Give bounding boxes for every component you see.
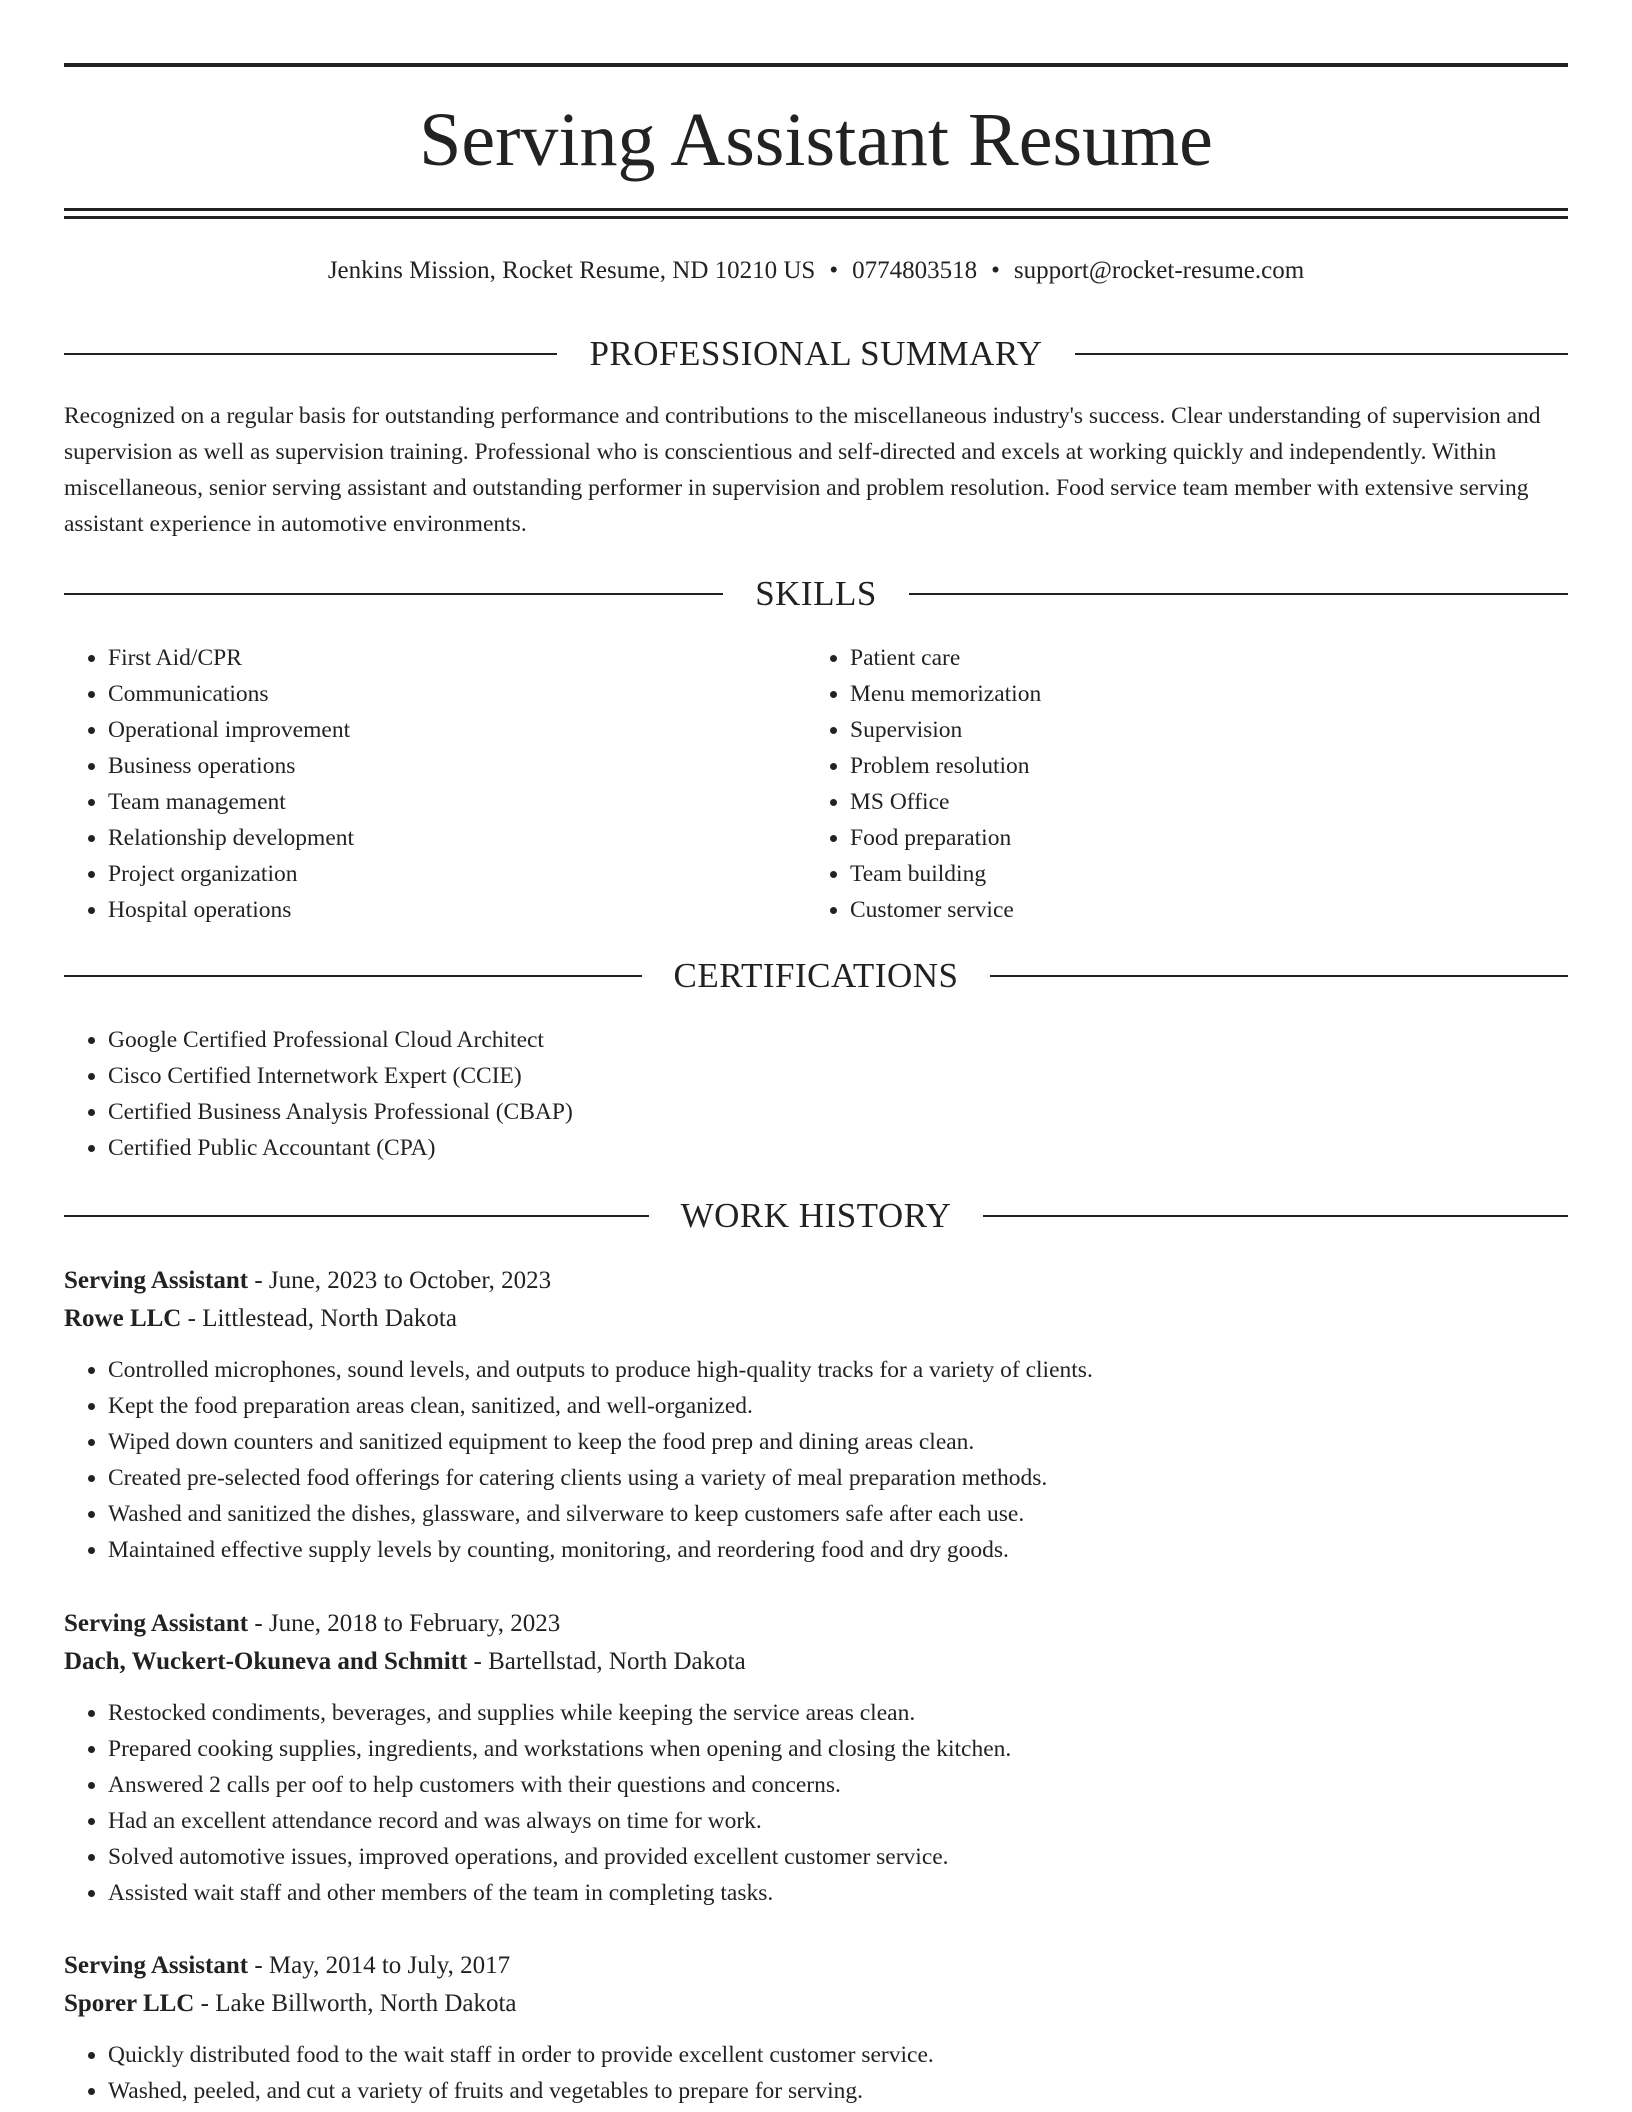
job-entry	[64, 1605, 1568, 1911]
job-duties-list	[64, 1352, 1568, 1568]
section-title-work-history: WORK HISTORY	[680, 1196, 952, 1235]
section-rule-left	[64, 975, 642, 977]
job-location: Bartellstad, North Dakota	[488, 1648, 746, 1675]
job-company: Sporer LLC	[64, 1990, 195, 2017]
section-heading-work-history	[64, 1196, 1568, 1236]
duty-item: • Maintained effective supply levels by counting, monitoring, and reordering food and dry goods.	[108, 1532, 1568, 1568]
skills-list-left	[64, 640, 354, 928]
contact-address: Jenkins Mission, Rocket Resume, ND 10210 US	[327, 257, 816, 284]
job-dates: May, 2014 to July, 2017	[268, 1952, 511, 1979]
skill-item: • Hospital operations	[108, 892, 354, 928]
certification-item: • Certified Public Accountant (CPA)	[108, 1130, 573, 1166]
job-company: Dach, Wuckert-Okuneva and Schmitt	[64, 1648, 468, 1675]
job-company-line: Dach, Wuckert-Okuneva and Schmitt - Bartellstad, North Dakota	[64, 1648, 746, 1675]
job-location: Lake Billworth, North Dakota	[215, 1990, 517, 2017]
job-dates: June, 2018 to February, 2023	[268, 1610, 561, 1637]
duty-item: • Washed and sanitized the dishes, glassware, and silverware to keep customers safe after each use.	[108, 1496, 1568, 1532]
contact-separator: •	[991, 257, 1000, 284]
job-title: Serving Assistant	[64, 1952, 249, 1979]
skill-item: • Team management	[108, 784, 354, 820]
skill-item: • Problem resolution	[850, 748, 1041, 784]
skill-item: • Communications	[108, 676, 354, 712]
section-rule-left	[64, 1215, 649, 1217]
skill-item: • Food preparation	[850, 820, 1041, 856]
title-bottom-double-rule	[64, 208, 1568, 219]
duty-item: • Controlled microphones, sound levels, and outputs to produce high-quality tracks for a variety of clients.	[108, 1352, 1568, 1388]
section-rule-right	[990, 975, 1568, 977]
duty-item: • Restocked condiments, beverages, and supplies while keeping the service areas clean.	[108, 1695, 1568, 1731]
summary-paragraph: Recognized on a regular basis for outstanding performance and contributions to the miscellaneous industry's success. Clear understanding of supervision and supervision as well as supervision training. Professional who is conscientious and self-directed and excels at working quickly and independently. Within miscellaneous, senior serving assistant and outstanding performer in supervision and problem resolution. Food service team member with extensive serving assistant experience in automotive environments.	[64, 403, 1541, 537]
contact-line	[64, 254, 1568, 288]
duty-item: • Quickly distributed food to the wait staff in order to provide excellent customer service.	[108, 2037, 1568, 2073]
section-heading-certifications	[64, 956, 1568, 996]
certification-item: • Cisco Certified Internetwork Expert (CCIE)	[108, 1058, 573, 1094]
job-duties-list	[64, 1695, 1568, 1911]
contact-email: support@rocket-resume.com	[1013, 257, 1305, 284]
duty-item: • Kept the food preparation areas clean, sanitized, and well-organized.	[108, 1388, 1568, 1424]
skill-item: • MS Office	[850, 784, 1041, 820]
job-duties-list	[64, 2037, 1568, 2109]
duty-item: • Had an excellent attendance record and was always on time for work.	[108, 1803, 1568, 1839]
job-title-line: Serving Assistant - May, 2014 to July, 2017	[64, 1952, 511, 1979]
contact-separator: •	[829, 257, 839, 284]
duty-item: • Washed, peeled, and cut a variety of fruits and vegetables to prepare for serving.	[108, 2073, 1568, 2109]
section-title-skills: SKILLS	[755, 574, 877, 613]
skill-item: • Team building	[850, 856, 1041, 892]
duty-item: • Assisted wait staff and other members of the team in completing tasks.	[108, 1875, 1568, 1911]
skill-item: • Operational improvement	[108, 712, 354, 748]
job-company-line: Rowe LLC - Littlestead, North Dakota	[64, 1305, 457, 1332]
section-title-summary: PROFESSIONAL SUMMARY	[589, 334, 1043, 373]
title-top-rule	[64, 63, 1568, 67]
job-location: Littlestead, North Dakota	[202, 1305, 457, 1332]
certification-item: • Certified Business Analysis Professional (CBAP)	[108, 1094, 573, 1130]
skill-item: • Business operations	[108, 748, 354, 784]
section-rule-left	[64, 353, 557, 355]
skill-item: • Project organization	[108, 856, 354, 892]
section-rule-right	[909, 593, 1568, 595]
duty-item: • Prepared cooking supplies, ingredients, and workstations when opening and closing the kitchen.	[108, 1731, 1568, 1767]
section-rule-right	[1075, 353, 1568, 355]
contact-phone: 0774803518	[852, 257, 978, 284]
duty-item: • Solved automotive issues, improved operations, and provided excellent customer service.	[108, 1839, 1568, 1875]
certification-item: • Google Certified Professional Cloud Architect	[108, 1022, 573, 1058]
section-rule-left	[64, 593, 723, 595]
job-entry	[64, 1262, 1568, 1568]
skill-item: • Supervision	[850, 712, 1041, 748]
job-title-line: Serving Assistant - June, 2023 to October, 2023	[64, 1267, 552, 1294]
section-heading-skills	[64, 574, 1568, 614]
job-title-line: Serving Assistant - June, 2018 to February, 2023	[64, 1610, 561, 1637]
duty-item: • Created pre-selected food offerings for catering clients using a variety of meal preparation methods.	[108, 1460, 1568, 1496]
certifications-list	[64, 1022, 573, 1166]
job-title: Serving Assistant	[64, 1610, 249, 1637]
skill-item: • First Aid/CPR	[108, 640, 354, 676]
duty-item: • Wiped down counters and sanitized equipment to keep the food prep and dining areas clean.	[108, 1424, 1568, 1460]
job-title: Serving Assistant	[64, 1267, 249, 1294]
section-rule-right	[983, 1215, 1568, 1217]
job-company: Rowe LLC	[64, 1305, 182, 1332]
job-dates: June, 2023 to October, 2023	[268, 1267, 552, 1294]
job-company-line: Sporer LLC - Lake Billworth, North Dakota	[64, 1990, 517, 2017]
skill-item: • Menu memorization	[850, 676, 1041, 712]
skill-item: • Patient care	[850, 640, 1041, 676]
duty-item: • Answered 2 calls per oof to help customers with their questions and concerns.	[108, 1767, 1568, 1803]
skill-item: • Customer service	[850, 892, 1041, 928]
skills-list-right	[806, 640, 1041, 928]
skill-item: • Relationship development	[108, 820, 354, 856]
resume-title: Serving Assistant Resume	[419, 98, 1213, 182]
section-title-certifications: CERTIFICATIONS	[673, 956, 959, 995]
section-heading-summary	[64, 334, 1568, 374]
job-entry	[64, 1947, 1568, 2109]
